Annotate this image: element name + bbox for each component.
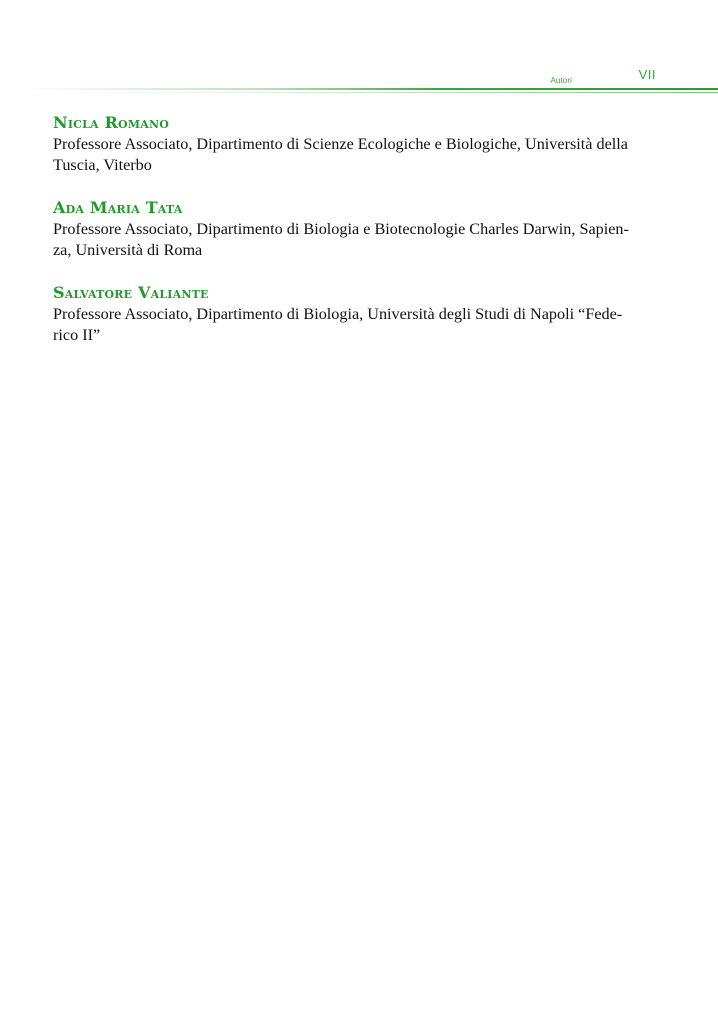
author-affiliation-line: Tuscia, Viterbo: [53, 156, 152, 174]
author-name: Salvatore Valiante: [53, 283, 209, 302]
author-affiliation-line: Professore Associato, Dipartimento di Biologia e Biotecnologie Charles Darwin, Sapien-: [53, 220, 629, 238]
header-rule-secondary: [60, 92, 718, 93]
running-header: [0, 64, 718, 94]
author-entry: [53, 282, 663, 346]
author-name: Nicla Romano: [53, 113, 169, 132]
author-name: Ada Maria Tata: [53, 198, 183, 217]
author-entry: [53, 112, 663, 176]
header-rule: [22, 88, 718, 90]
author-list: [53, 112, 663, 367]
author-affiliation-line: Professore Associato, Dipartimento di Biologia, Università degli Studi di Napoli “Fede-: [53, 305, 623, 323]
author-affiliation-line: Professore Associato, Dipartimento di Scienze Ecologiche e Biologiche, Università della: [53, 135, 628, 153]
author-affiliation-line: za, Università di Roma: [53, 241, 203, 259]
running-header-section-title: Autori: [550, 76, 572, 85]
author-affiliation-line: rico II”: [53, 326, 101, 344]
author-entry: [53, 197, 663, 261]
page-number: VII: [638, 67, 656, 82]
